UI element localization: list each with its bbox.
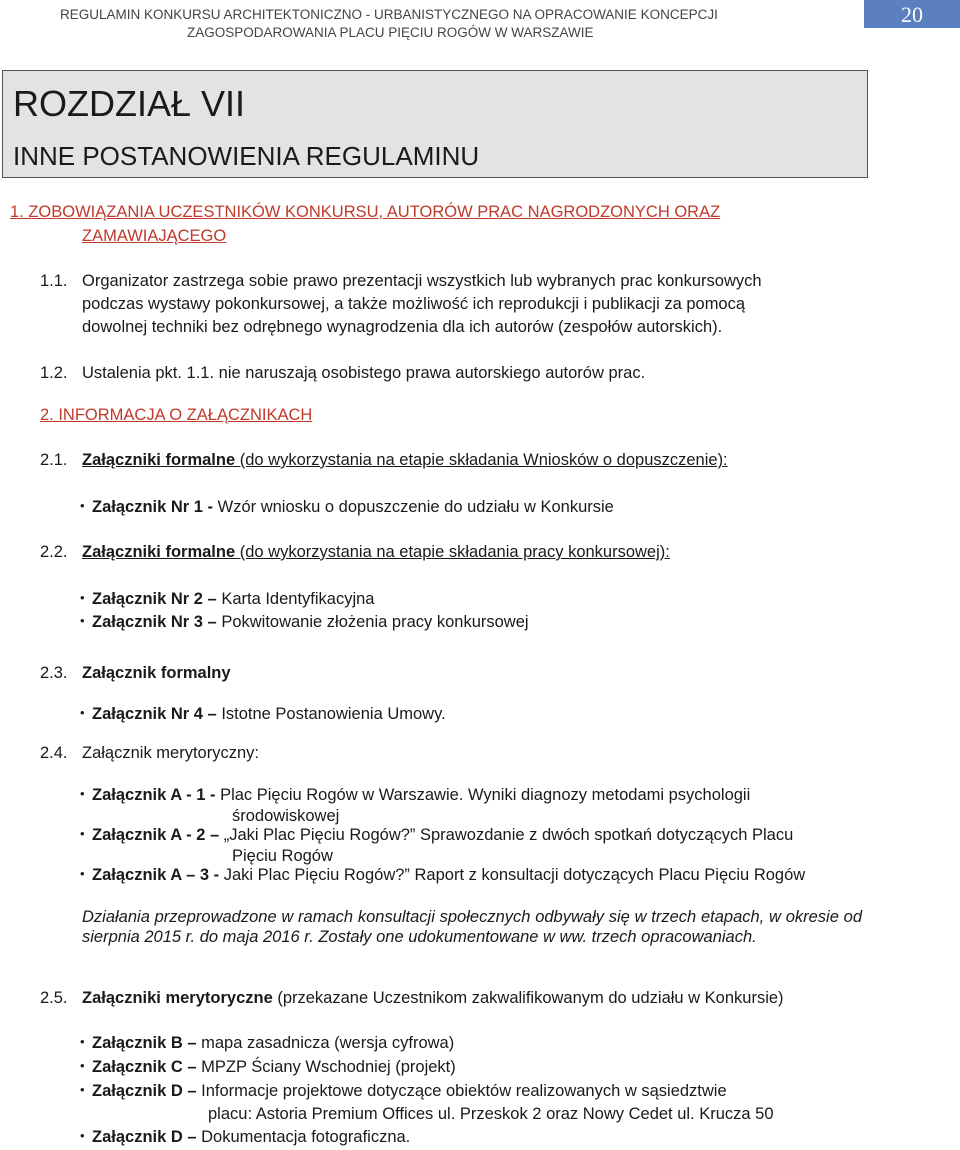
para-2-2-text: Załączniki formalne (do wykorzystania na etapie składania pracy konkursowej): — [82, 543, 670, 561]
para-2-5-text: Załączniki merytoryczne (przekazane Uczestnikom zakwalifikowanym do udziału w Konkursie) — [82, 989, 784, 1007]
attachment-item: • Załącznik Nr 2 – Karta Identyfikacyjna — [92, 590, 374, 609]
para-2-4-text: Załącznik merytoryczny: — [82, 744, 259, 762]
para-2-4-number: 2.4. — [40, 744, 68, 762]
section-1-heading: 1. ZOBOWIĄZANIA UCZESTNIKÓW KONKURSU, AUTORÓW PRAC NAGRODZONYCH ORAZ — [10, 203, 721, 221]
para-1-1-line-1: Organizator zastrzega sobie prawo prezentacji wszystkich lub wybranych prac konkursowych — [82, 272, 762, 290]
page-number: 20 — [864, 0, 960, 28]
para-2-5-number: 2.5. — [40, 989, 68, 1007]
attachment-item: • Załącznik A - 1 - Plac Pięciu Rogów w Warszawie. Wyniki diagnozy metodami psychologii — [92, 786, 750, 805]
header-line-2: ZAGOSPODAROWANIA PLACU PIĘCIU ROGÓW W WARSZAWIE — [187, 25, 594, 40]
attachment-item-cont: Pięciu Rogów — [232, 847, 333, 865]
document-header — [60, 6, 718, 42]
para-2-3-text: Załącznik formalny — [82, 664, 231, 682]
section-2-heading: 2. INFORMACJA O ZAŁĄCZNIKACH — [40, 406, 313, 424]
header-line-1: REGULAMIN KONKURSU ARCHITEKTONICZNO - URBANISTYCZNEGO NA OPRACOWANIE KONCEPCJI — [60, 7, 718, 22]
attachment-item: • Załącznik D – Dokumentacja fotograficzna. — [92, 1128, 410, 1147]
para-1-1-line-2: podczas wystawy pokonkursowej, a także możliwość ich reprodukcji i publikacji za pomocą — [82, 295, 746, 313]
para-2-1-text: Załączniki formalne (do wykorzystania na etapie składania Wniosków o dopuszczenie): — [82, 451, 728, 469]
chapter-box — [2, 70, 868, 178]
attachment-item-cont: placu: Astoria Premium Offices ul. Przeskok 2 oraz Nowy Cedet ul. Krucza 50 — [208, 1105, 774, 1123]
chapter-title: INNE POSTANOWIENIA REGULAMINU — [13, 141, 480, 171]
para-2-1-number: 2.1. — [40, 451, 68, 469]
attachment-item: • Załącznik D – Informacje projektowe dotyczące obiektów realizowanych w sąsiedztwie — [92, 1082, 727, 1101]
attachment-item-cont: środowiskowej — [232, 807, 340, 825]
para-1-1-line-3: dowolnej techniki bez odrębnego wynagrodzenia dla ich autorów (zespołów autorskich). — [82, 318, 723, 336]
chapter-number: ROZDZIAŁ VII — [13, 83, 246, 124]
section-1-heading-cont: ZAMAWIAJĄCEGO — [82, 227, 227, 245]
para-2-3-number: 2.3. — [40, 664, 68, 682]
para-2-2-number: 2.2. — [40, 543, 68, 561]
attachment-item: • Załącznik A - 2 – „Jaki Plac Pięciu Rogów?” Sprawozdanie z dwóch spotkań dotyczących Placu — [92, 826, 793, 845]
attachment-item: • Załącznik C – MPZP Ściany Wschodniej (projekt) — [92, 1058, 456, 1077]
consultation-note: Działania przeprowadzone w ramach konsultacji społecznych odbywały się w trzech etapach, w okresie od sierpnia 2015 r. do maja 2016 r. Zostały one udokumentowane w ww. trzech opracowaniach. — [82, 908, 862, 946]
para-1-2-text: Ustalenia pkt. 1.1. nie naruszają osobistego prawa autorskiego autorów prac. — [82, 364, 646, 382]
attachment-item: • Załącznik Nr 3 – Pokwitowanie złożenia pracy konkursowej — [92, 613, 529, 632]
para-1-1-number: 1.1. — [40, 272, 68, 290]
attachment-item: • Załącznik B – mapa zasadnicza (wersja cyfrowa) — [92, 1034, 454, 1053]
para-1-2-number: 1.2. — [40, 364, 68, 382]
attachment-item: • Załącznik A – 3 - Jaki Plac Pięciu Rogów?” Raport z konsultacji dotyczących Placu Pięciu Rogów — [92, 866, 805, 885]
attachment-item: • Załącznik Nr 1 - Wzór wniosku o dopuszczenie do udziału w Konkursie — [92, 498, 614, 517]
attachment-item: • Załącznik Nr 4 – Istotne Postanowienia Umowy. — [92, 705, 446, 724]
